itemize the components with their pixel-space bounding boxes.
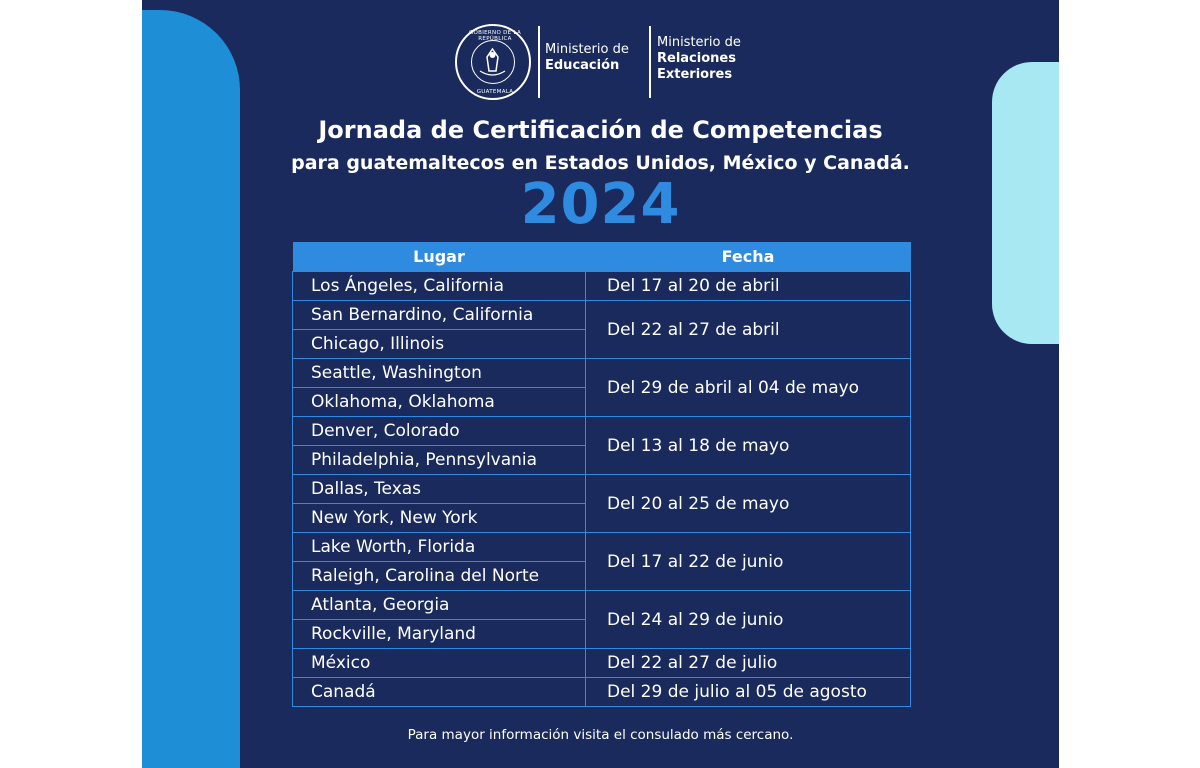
place-cell: Lake Worth, Florida — [293, 533, 586, 562]
place-cell: Denver, Colorado — [293, 417, 586, 446]
table-row — [293, 475, 911, 504]
table-header-row — [293, 242, 911, 272]
ministry-foreign-line2: Relaciones — [657, 51, 736, 66]
ministry-foreign-line1: Ministerio de — [657, 35, 741, 50]
place-cell: Raleigh, Carolina del Norte — [293, 562, 586, 591]
seal-bottom-text: GUATEMALA — [476, 89, 514, 95]
date-cell: Del 13 al 18 de mayo — [586, 417, 911, 475]
place-cell: Oklahoma, Oklahoma — [293, 388, 586, 417]
guatemala-seal-icon — [455, 24, 531, 100]
date-cell: Del 17 al 20 de abril — [586, 272, 911, 301]
page-subtitle: para guatemaltecos en Estados Unidos, México y Canadá. — [291, 152, 910, 174]
place-cell: Rockville, Maryland — [293, 620, 586, 649]
page-title: Jornada de Certificación de Competencias — [318, 116, 883, 144]
ministry-education-logo — [545, 42, 629, 74]
schedule-table — [292, 242, 911, 707]
logo-header — [447, 22, 767, 102]
table-row — [293, 649, 911, 678]
date-cell: Del 24 al 29 de junio — [586, 591, 911, 649]
seal-inner-ring — [471, 40, 515, 84]
place-cell: Atlanta, Georgia — [293, 591, 586, 620]
date-cell: Del 20 al 25 de mayo — [586, 475, 911, 533]
place-cell: Dallas, Texas — [293, 475, 586, 504]
table-row — [293, 272, 911, 301]
place-cell: Seattle, Washington — [293, 359, 586, 388]
table-row — [293, 591, 911, 620]
ministry-education-line2: Educación — [545, 58, 620, 73]
ministry-foreign-line3: Exteriores — [657, 67, 733, 82]
ministry-education-line1: Ministerio de — [545, 42, 629, 57]
poster — [142, 0, 1059, 768]
place-cell: Los Ángeles, California — [293, 272, 586, 301]
year-heading: 2024 — [520, 172, 681, 237]
table-row — [293, 417, 911, 446]
place-cell: Chicago, Illinois — [293, 330, 586, 359]
date-cell: Del 22 al 27 de abril — [586, 301, 911, 359]
logo-divider — [649, 26, 651, 98]
date-cell: Del 22 al 27 de julio — [586, 649, 911, 678]
header-date: Fecha — [586, 242, 911, 272]
footer-note: Para mayor información visita el consulado más cercano. — [407, 727, 794, 743]
ministry-foreign-affairs-logo — [657, 35, 741, 83]
table-row — [293, 359, 911, 388]
place-cell: Canadá — [293, 678, 586, 707]
header-place: Lugar — [293, 242, 586, 272]
logo-divider — [538, 26, 540, 98]
date-cell: Del 29 de julio al 05 de agosto — [586, 678, 911, 707]
place-cell: México — [293, 649, 586, 678]
place-cell: San Bernardino, California — [293, 301, 586, 330]
table-row — [293, 533, 911, 562]
table-row — [293, 301, 911, 330]
table-row — [293, 678, 911, 707]
place-cell: New York, New York — [293, 504, 586, 533]
date-cell: Del 17 al 22 de junio — [586, 533, 911, 591]
place-cell: Philadelphia, Pennsylvania — [293, 446, 586, 475]
date-cell: Del 29 de abril al 04 de mayo — [586, 359, 911, 417]
seal-top-text: GOBIERNO DE LA REPÚBLICA — [468, 30, 522, 42]
